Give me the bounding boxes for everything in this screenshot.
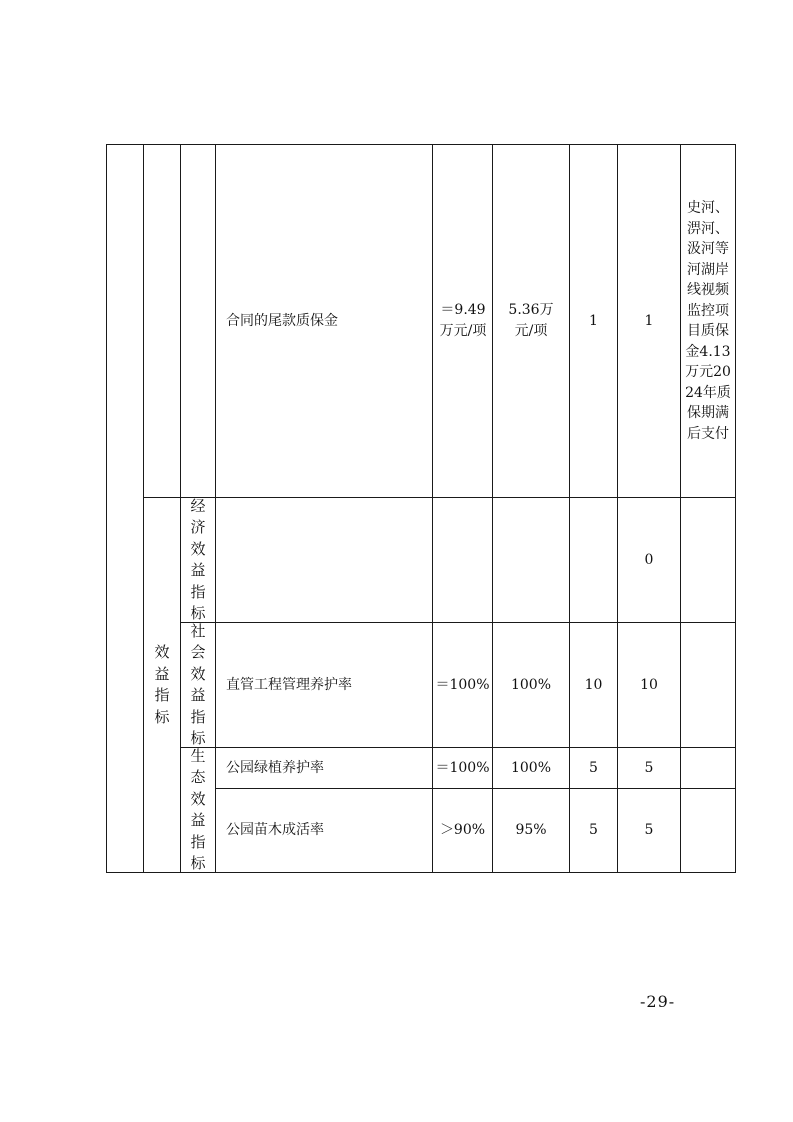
target-seedling-survival: ＞90%: [439, 822, 486, 838]
weight-seedling-survival: 5: [589, 822, 598, 838]
weight-quality-deposit: 1: [589, 312, 598, 329]
score-quality-deposit: 1: [644, 312, 654, 329]
category-social: 社会效益指标: [190, 621, 206, 747]
actual-seedling-survival: 95%: [515, 822, 547, 838]
target-green-maintenance: ＝100%: [435, 759, 490, 776]
indicator-quality-deposit: 合同的尾款质保金: [226, 312, 338, 329]
benefit-group-label: 效益指标: [154, 643, 170, 726]
category-ecological: 生态效益指标: [190, 746, 206, 872]
score-economic: 0: [644, 551, 654, 568]
actual-social: 100%: [510, 676, 552, 693]
target-social: ＝100%: [435, 676, 490, 693]
target-quality-deposit: ＝9.49万元/项: [439, 302, 487, 339]
weight-green-maintenance: 5: [589, 759, 598, 776]
indicator-seedling-survival: 公园苗木成活率: [226, 822, 324, 838]
indicator-social: 直管工程管理养护率: [226, 676, 352, 693]
page-number: -29-: [640, 992, 676, 1011]
note-quality-deposit: 史河、淠河、汲河等河湖岸线视频监控项目质保金4.13万元2024年质保期满后支付: [685, 200, 731, 442]
actual-quality-deposit: 5.36万元/项: [508, 302, 554, 339]
category-economic: 经济效益指标: [190, 496, 206, 622]
weight-social: 10: [584, 676, 603, 693]
score-green-maintenance: 5: [644, 759, 654, 776]
actual-green-maintenance: 100%: [510, 759, 552, 776]
score-social: 10: [640, 676, 658, 693]
indicator-green-maintenance: 公园绿植养护率: [226, 759, 324, 776]
score-seedling-survival: 5: [644, 822, 654, 838]
